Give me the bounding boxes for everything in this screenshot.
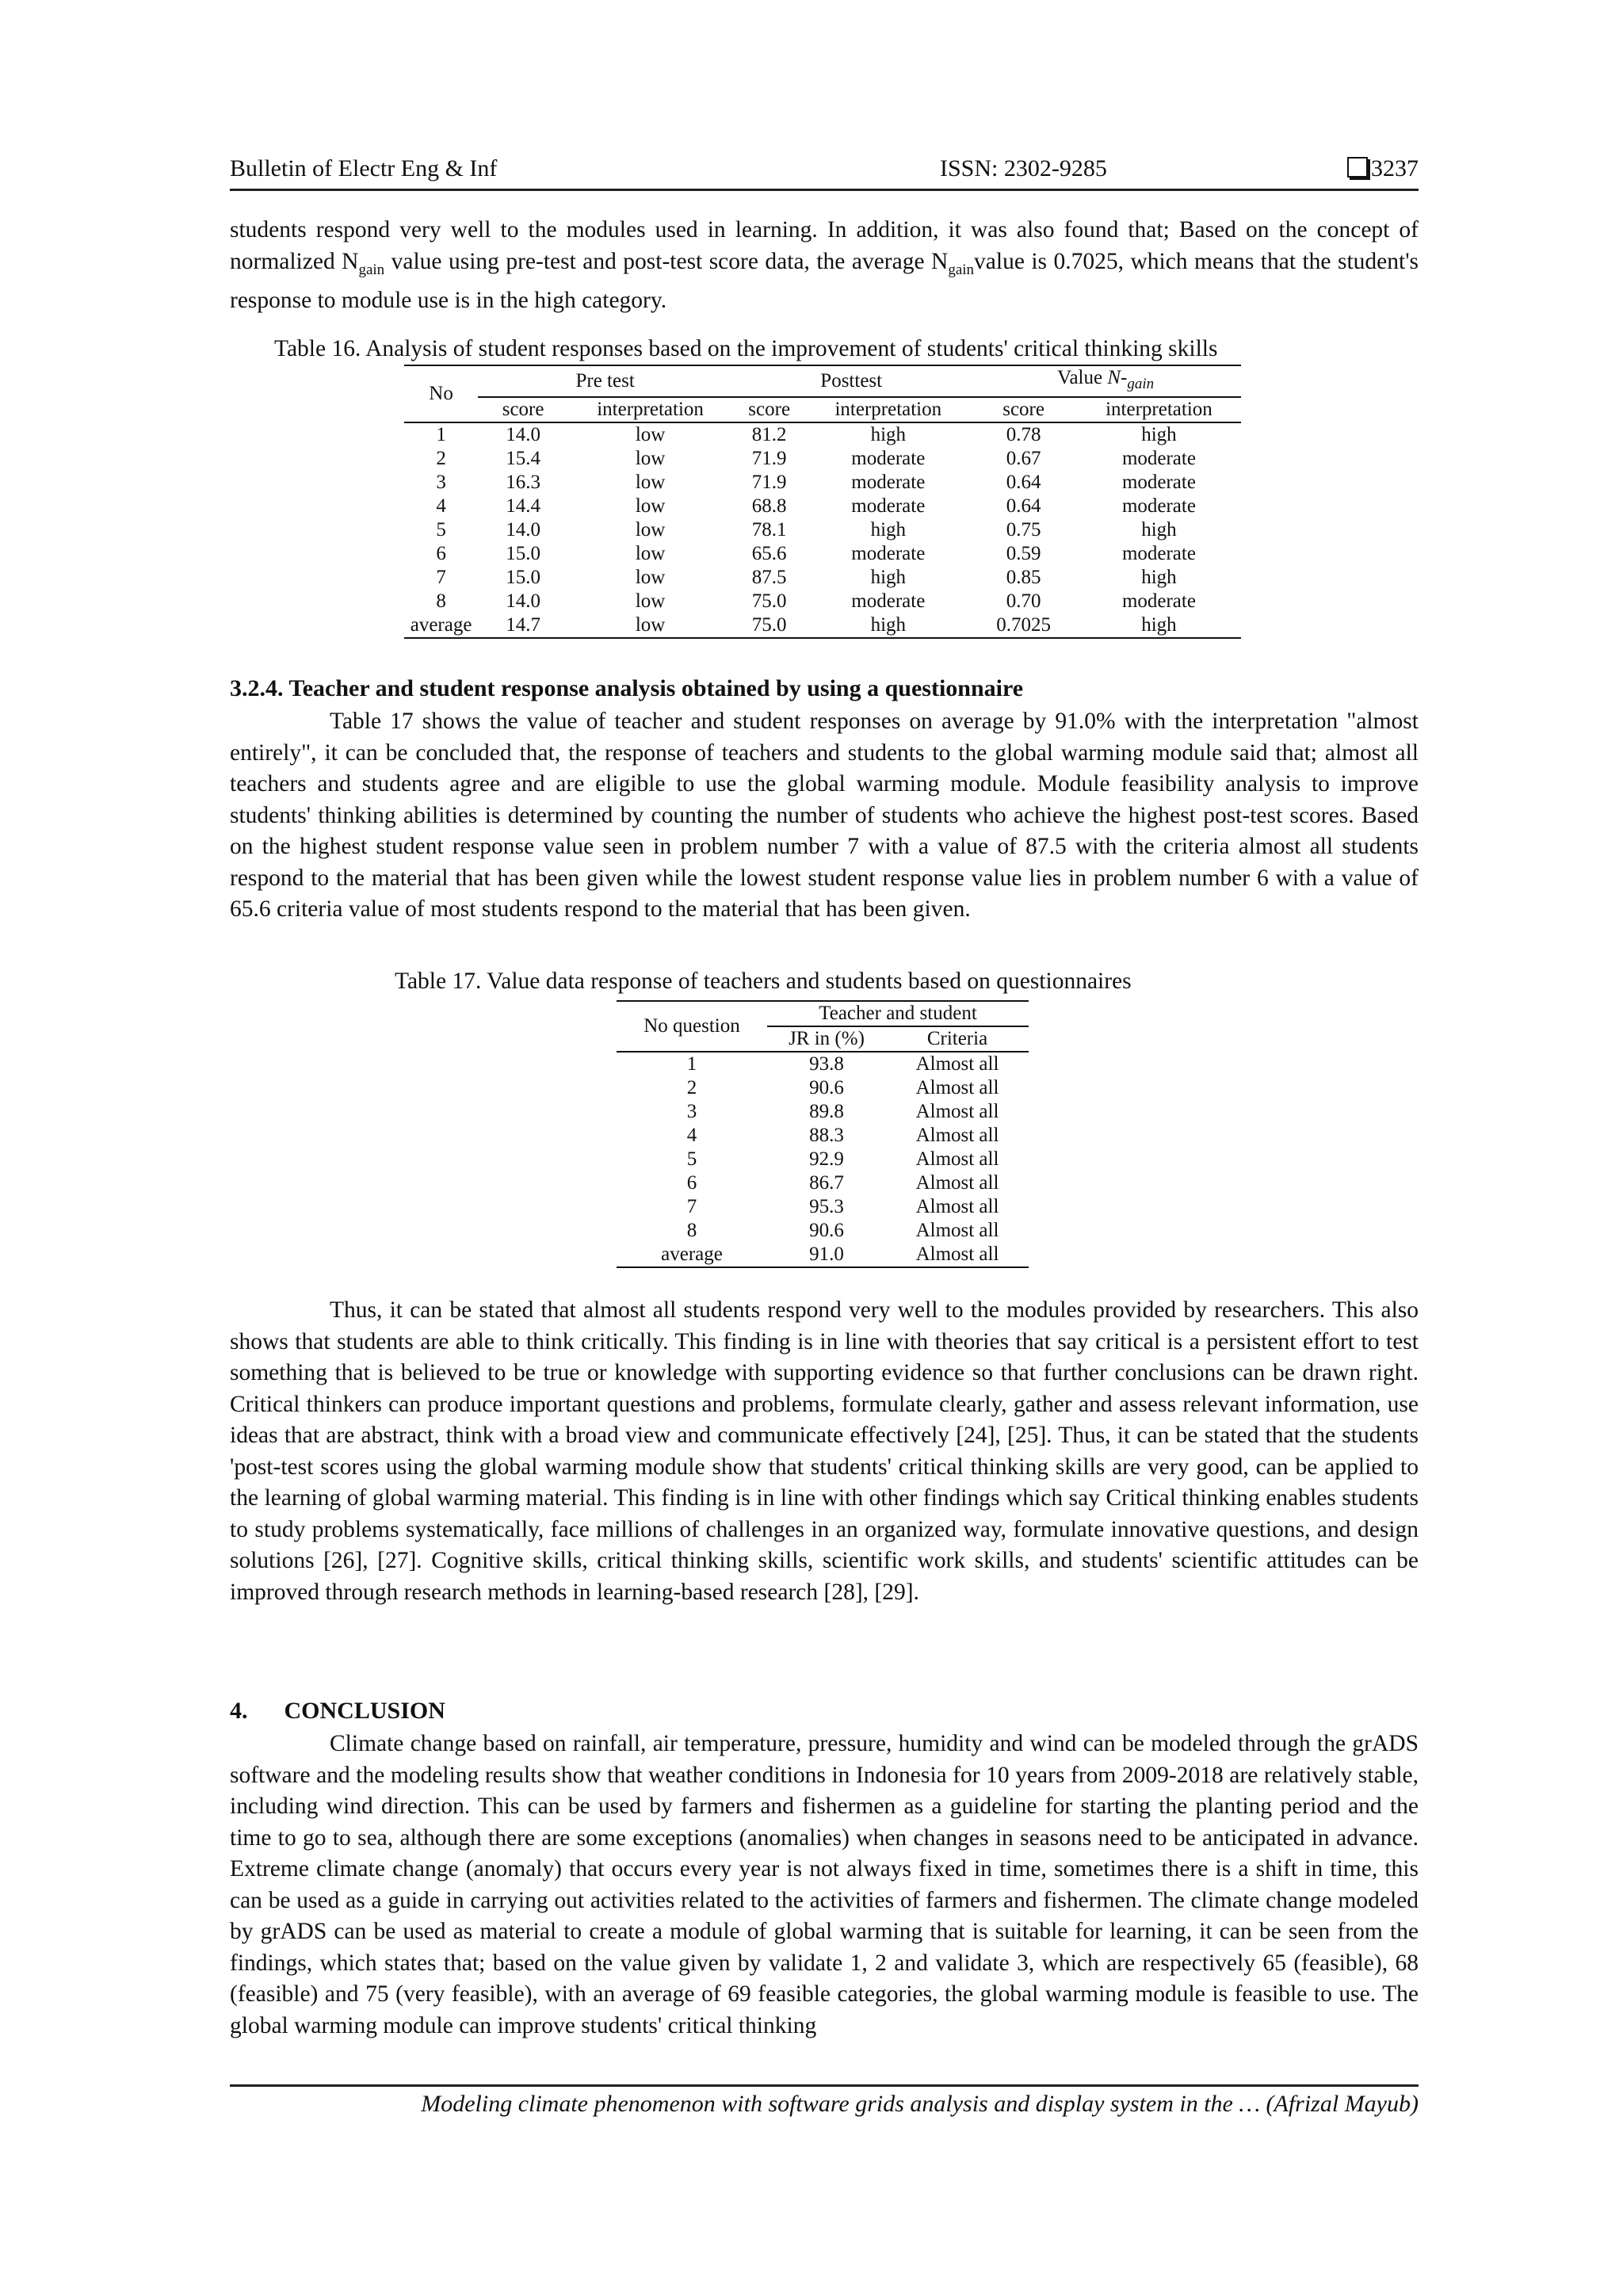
table17-cell: Almost all [915,1077,999,1098]
table16-row [404,542,1241,566]
intro-text-2: value using pre-test and post-test score data, the average N [384,248,949,274]
table17-row [617,1219,1029,1243]
table16-cell: 71.9 [751,448,787,469]
table17-cell: 8 [686,1220,697,1241]
table16-cell: 68.8 [751,495,787,517]
table16-row [404,590,1241,613]
running-header [230,155,1419,191]
table16-row [404,471,1241,495]
table17-cell: 1 [686,1053,697,1075]
table17-cell: 7 [686,1196,697,1217]
table16-cell: 14.7 [478,613,568,638]
table16-cell: high [1141,519,1177,541]
box-icon [1347,157,1368,178]
table17-cell: Almost all [915,1101,999,1122]
table16-cell: high [1077,613,1241,638]
table16-cell: 8 [436,590,446,612]
table17-cell: 4 [686,1125,697,1146]
after-table17-text: Thus, it can be stated that almost all students respond very well to the modules provided by researchers. This also shows that students are able to think critically. This finding is in line with theories that say critical is a persistent effort to test something that is believed to be true or knowledge with supporting evidence so that further conclusions can be drawn right. Critical thinkers can produce important questions and problems, formulate clearly, gather and assess relevant information, use ideas that are abstract, think with a broad view and communicate effectively [24], [25]. Thus, it can be stated that the students 'post-test scores using the global warming module show that students' critical thinking skills are very good, can be applied to the learning of global warming material. This finding is in line with other findings which say Critical thinking enables students to study problems systematically, face millions of challenges in an organized way, formulate innovative questions, and design solutions [26], [27]. Cognitive skills, critical thinking skills, scientific work skills, and students' scientific attitudes can be improved through research methods in learning-based research [28], [29]. [230,1297,1419,1605]
table16-row [404,422,1241,447]
table16-cell: 0.7025 [970,613,1077,638]
table16-cell: 4 [436,495,446,517]
table16 [404,365,1241,639]
table16-cell: 14.4 [506,495,540,517]
table16-sub-score: score [478,397,568,422]
section-324-paragraph [230,706,1419,926]
table17-row [617,1100,1029,1124]
table16-group-ngain: Value $N-_{gain}$ [970,365,1241,397]
table16-cell: 0.75 [1006,519,1041,541]
table16-cell: moderate [1121,448,1196,469]
table16-cell: low [635,424,666,445]
table16-sub-header [404,397,1241,422]
table17-row [617,1076,1029,1100]
table17-row [617,1124,1029,1148]
table16-cell: 14.0 [506,424,540,445]
table17-cell: Almost all [915,1196,999,1217]
table16-cell: 81.2 [751,424,787,445]
table16-cell: moderate [1121,543,1196,564]
table17-cell: 89.8 [809,1101,844,1122]
table17-row [617,1171,1029,1195]
table16-group-header [404,365,1241,397]
table16-cell: low [568,613,732,638]
table16-col-no: No [404,365,478,422]
table16-cell: low [635,543,666,564]
table17-cell: Almost all [915,1053,999,1075]
table16-cell: 14.0 [506,590,540,612]
table16-cell: 0.85 [1006,567,1041,588]
table17-col-no: No question [617,1001,767,1052]
table17-cell: Almost all [915,1125,999,1146]
table17-row [617,1243,1029,1267]
table16-cell: moderate [851,472,926,493]
table16-cell: 87.5 [751,567,787,588]
table16-sub-interp: interpretation [568,397,732,422]
table16-cell: low [635,590,666,612]
table16-cell: high [870,567,907,588]
table16-cell: 0.64 [1006,495,1041,517]
table17-row [617,1195,1029,1219]
issn: ISSN: 2302-9285 [940,155,1107,181]
intro-text-3: value is 0.7025, which means that the student's response to module use is in the high category. [230,248,1419,313]
table16-cell: moderate [1121,590,1196,612]
table17-sub-criteria: Criteria [886,1026,1029,1052]
table16-cell: low [635,519,666,541]
table16-cell: moderate [851,495,926,517]
table17-cell: Almost all [915,1172,999,1194]
table16-cell: 0.59 [1006,543,1041,564]
table16-cell: high [806,613,970,638]
table17-cell: Almost all [915,1220,999,1241]
conclusion-title: CONCLUSION [284,1698,445,1724]
table16-cell: 75.0 [732,613,806,638]
table17-group: Teacher and student [767,1001,1029,1026]
table16-cell: 0.67 [1006,448,1041,469]
table17-cell: 88.3 [809,1125,844,1146]
intro-paragraph [230,215,1419,316]
table17 [617,1000,1029,1268]
table16-cell: 7 [436,567,446,588]
table16-cell: 3 [436,472,446,493]
intro-text-1: students respond very well to the modules used in learning. In addition, it was also found that; Based on the concept of normalized N [230,217,1419,274]
table17-cell: 86.7 [809,1172,844,1194]
table16-cell: low [635,567,666,588]
page-number: 3237 [1371,155,1419,181]
table17-sub-jr: JR in (%) [767,1026,886,1052]
table16-cell: 71.9 [751,472,787,493]
table16-body [404,422,1241,638]
conclusion-paragraph [230,1729,1419,2042]
conclusion-number: 4. [230,1698,248,1724]
intro-sub-1: gain [358,261,385,278]
page-number-wrap [1347,155,1419,182]
table16-caption: Table 16. Analysis of student responses based on the improvement of students' critical thinking skills [274,336,1218,361]
table16-cell: 15.4 [506,448,540,469]
table16-cell: moderate [1121,472,1196,493]
table17-cell: 90.6 [809,1220,844,1241]
table17-cell: Almost all [886,1243,1029,1267]
table17-cell: Almost all [915,1148,999,1170]
table16-cell: 65.6 [751,543,787,564]
table17-body [617,1052,1029,1267]
table16-sub-interp: interpretation [1077,397,1241,422]
table16-cell: high [870,424,907,445]
table16-cell: 6 [436,543,446,564]
page [230,0,1419,2296]
table16-cell: low [635,448,666,469]
footer-rule [230,2084,1419,2087]
table17-caption: Table 17. Value data response of teachers and students based on questionnaires [395,968,1132,994]
table16-cell: moderate [1121,495,1196,517]
table16-cell: 16.3 [506,472,540,493]
table17-row [617,1148,1029,1171]
table17-row [617,1052,1029,1076]
table17-cell: 91.0 [767,1243,886,1267]
table16-cell: 14.0 [506,519,540,541]
table16-cell: moderate [851,590,926,612]
table16-row [404,613,1241,638]
running-footer: Modeling climate phenomenon with software grids analysis and display system in the … (Afrizal Mayub) [421,2091,1419,2117]
section-324-text: Table 17 shows the value of teacher and student responses on average by 91.0% with the interpretation "almost entirely", it can be concluded that, the response of teachers and students to the global warming module said that; almost all teachers and students agree and are eligible to use the global warming module. Module feasibility analysis to improve students' thinking abilities is determined by counting the number of students who achieve the highest post-test scores. Based on the highest student response value seen in problem number 7 with a value of 87.5 with the criteria almost all students respond to the material that has been given while the lowest student response value lies in problem number 6 with a value of 65.6 criteria value of most students respond to the material that has been given. [230,709,1419,922]
table17-cell: average [617,1243,767,1267]
conclusion-text: Climate change based on rainfall, air temperature, pressure, humidity and wind can be modeled through the grADS software and the modeling results show that weather conditions in Indonesia for 10 years from 2009-2018 are relatively stable, including wind direction. This can be used by farmers and fishermen as a guideline for starting the planting period and the time to go to sea, although there are some exceptions (anomalies) when changes in seasons need to be anticipated in advance. Extreme climate change (anomaly) that occurs every year is not always fixed in time, sometimes there is a shift in time, this can be used as a guide in carrying out activities related to the activities of farmers and fishermen. The climate change modeled by grADS can be used as material to create a module of global warming that is suitable for learning, it can be seen from the findings, which states that; based on the value given by validate 1, 2 and validate 3, which are respectively 65 (feasible), 68 (feasible) and 75 (very feasible), with an average of 69 feasible categories, the global warming module is feasible to use. The global warming module can improve students' critical thinking [230,1731,1419,2038]
table17-cell: 6 [686,1172,697,1194]
table17-cell: 5 [686,1148,697,1170]
section-heading-324: 3.2.4. Teacher and student response analysis obtained by using a questionnaire [230,675,1024,701]
after-table17-paragraph [230,1295,1419,1608]
table17-cell: 90.6 [809,1077,844,1098]
table16-row [404,447,1241,471]
table16-cell: high [870,519,907,541]
table16-cell: low [635,472,666,493]
table16-cell: 1 [436,424,446,445]
table17-cell: 95.3 [809,1196,844,1217]
table16-cell: 75.0 [751,590,787,612]
table16-cell: moderate [851,543,926,564]
table16-row [404,518,1241,542]
table16-sub-score: score [970,397,1077,422]
table17-group-header [617,1001,1029,1026]
table16-row [404,566,1241,590]
table16-cell: 0.70 [1006,590,1041,612]
table16-cell: high [1141,567,1177,588]
table16-cell: 15.0 [506,543,540,564]
table16-cell: 78.1 [751,519,787,541]
table16-cell: 0.64 [1006,472,1041,493]
table16-cell: 5 [436,519,446,541]
table16-sub-interp: interpretation [806,397,970,422]
journal-name: Bulletin of Electr Eng & Inf [230,155,498,181]
table17-cell: 93.8 [809,1053,844,1075]
table16-cell: average [404,613,478,638]
table16-sub-score: score [732,397,806,422]
table16-row [404,495,1241,518]
table16-cell: low [635,495,666,517]
table16-group-post: Posttest [732,365,970,397]
table16-cell: 15.0 [506,567,540,588]
table16-group-pre: Pre test [478,365,732,397]
table17-cell: 92.9 [809,1148,844,1170]
table17-cell: 3 [686,1101,697,1122]
conclusion-heading [230,1698,445,1725]
table16-cell: high [1141,424,1177,445]
table16-cell: 2 [436,448,446,469]
intro-sub-2: gain [948,261,975,278]
table16-cell: moderate [851,448,926,469]
table16-cell: 0.78 [1006,424,1041,445]
table17-cell: 2 [686,1077,697,1098]
